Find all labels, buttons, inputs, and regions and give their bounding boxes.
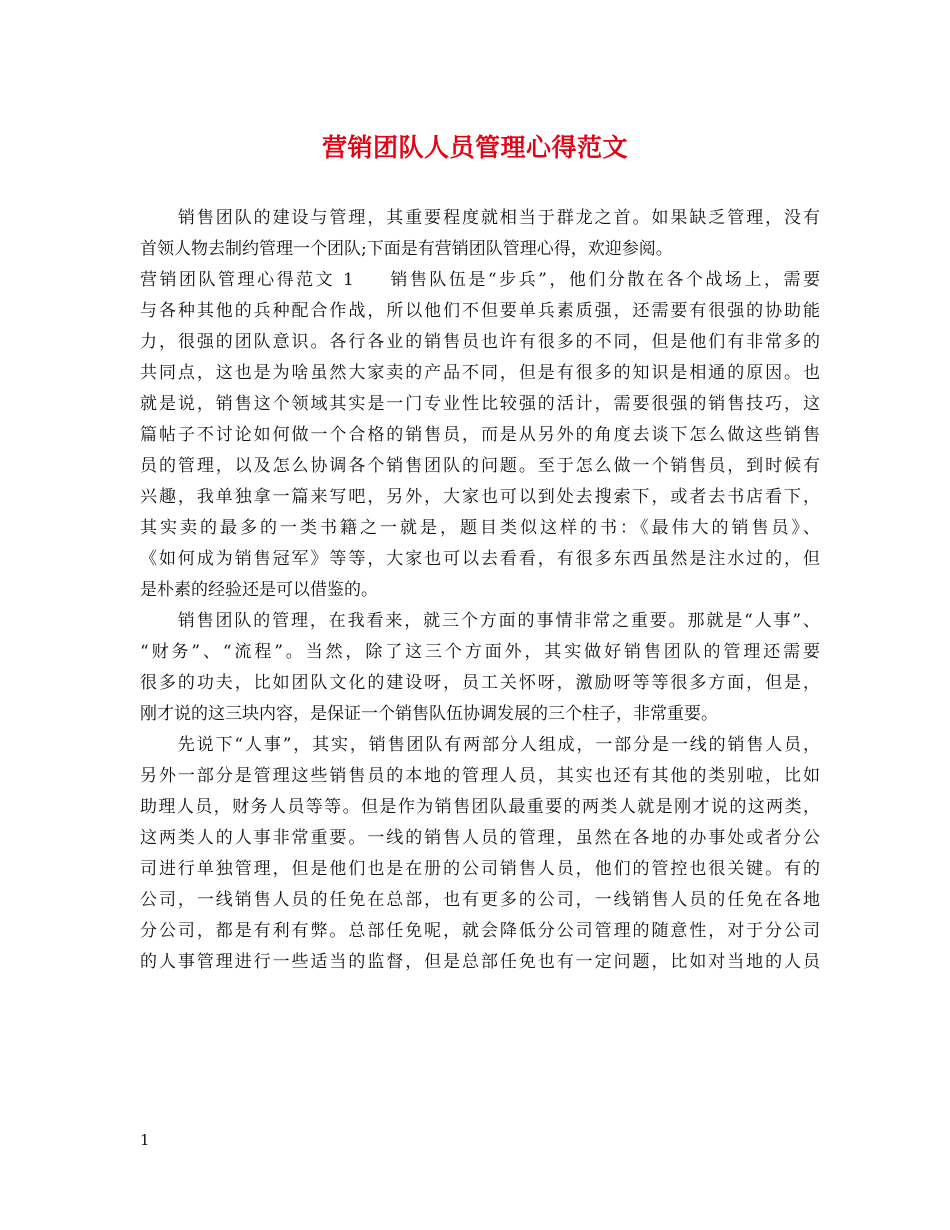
text-line: 首领人物去制约管理一个团队;下面是有营销团队管理心得，欢迎参阅。	[140, 239, 673, 259]
text-line: 共同点，这也是为啥虽然大家卖的产品不同，但是有很多的知识是相通的原因。也	[140, 363, 820, 383]
text-line: 员的管理，以及怎么协调各个销售团队的问题。至于怎么做一个销售员，到时候有	[140, 456, 820, 476]
text-line: 销售团队的管理，在我看来，就三个方面的事情非常之重要。那就是“人事”、	[140, 611, 820, 631]
document-body	[140, 203, 820, 978]
text-line: 其实卖的最多的一类书籍之一就是，题目类似这样的书：《最伟大的销售员》、	[140, 518, 820, 538]
text-line: “财务”、“流程”。当然，除了这三个方面外，其实做好销售团队的管理还需要	[140, 642, 820, 662]
document-title: 营销团队人员管理心得范文	[321, 133, 628, 162]
text-line: 司进行单独管理，但是他们也是在册的公司销售人员，他们的管控也很关键。有的	[140, 859, 820, 879]
text-line: 的人事管理进行一些适当的监督，但是总部任免也有一定问题，比如对当地的人员	[140, 952, 820, 972]
text-line: 篇帖子不讨论如何做一个合格的销售员，而是从另外的角度去谈下怎么做这些销售	[140, 425, 820, 445]
section-text: 销售队伍是“步兵”，他们分散在各个战场上，需要	[387, 270, 820, 290]
page-number: 1	[140, 1131, 150, 1149]
text-line: 兴趣，我单独拿一篇来写吧，另外，大家也可以到处去搜索下，或者去书店看下，	[140, 487, 820, 507]
text-line: 是朴素的经验还是可以借鉴的。	[140, 580, 378, 600]
text-line: 刚才说的这三块内容，是保证一个销售队伍协调发展的三个柱子，非常重要。	[140, 704, 718, 724]
text-line: 《如何成为销售冠军》等等，大家也可以去看看，有很多东西虽然是注水过的，但	[140, 549, 820, 569]
text-line: 与各种其他的兵种配合作战，所以他们不但要单兵素质强，还需要有很强的协助能	[140, 301, 820, 321]
text-line: 助理人员，财务人员等等。但是作为销售团队最重要的两类人就是刚才说的这两类，	[140, 797, 820, 817]
text-line: 另外一部分是管理这些销售员的本地的管理人员，其实也还有其他的类别啦，比如	[140, 766, 820, 786]
text-line: 销售团队的建设与管理，其重要程度就相当于群龙之首。如果缺乏管理，没有	[140, 208, 820, 228]
section-heading: 营销团队管理心得范文 1	[140, 270, 354, 290]
text-line: 公司，一线销售人员的任免在总部，也有更多的公司，一线销售人员的任免在各地	[140, 890, 820, 910]
text-line: 很多的功夫，比如团队文化的建设呀，员工关怀呀，激励呀等等很多方面，但是，	[140, 673, 820, 693]
text-line: 力，很强的团队意识。各行各业的销售员也许有很多的不同，但是他们有非常多的	[140, 332, 820, 352]
text-line: 这两类人的人事非常重要。一线的销售人员的管理，虽然在各地的办事处或者分公	[140, 828, 820, 848]
text-line: 就是说，销售这个领域其实是一门专业性比较强的活计，需要很强的销售技巧，这	[140, 394, 820, 414]
text-line: 先说下“人事”，其实，销售团队有两部分人组成，一部分是一线的销售人员，	[140, 735, 820, 755]
text-line-with-heading	[140, 265, 820, 296]
text-line: 分公司，都是有利有弊。总部任免呢，就会降低分公司管理的随意性，对于分公司	[140, 921, 820, 941]
